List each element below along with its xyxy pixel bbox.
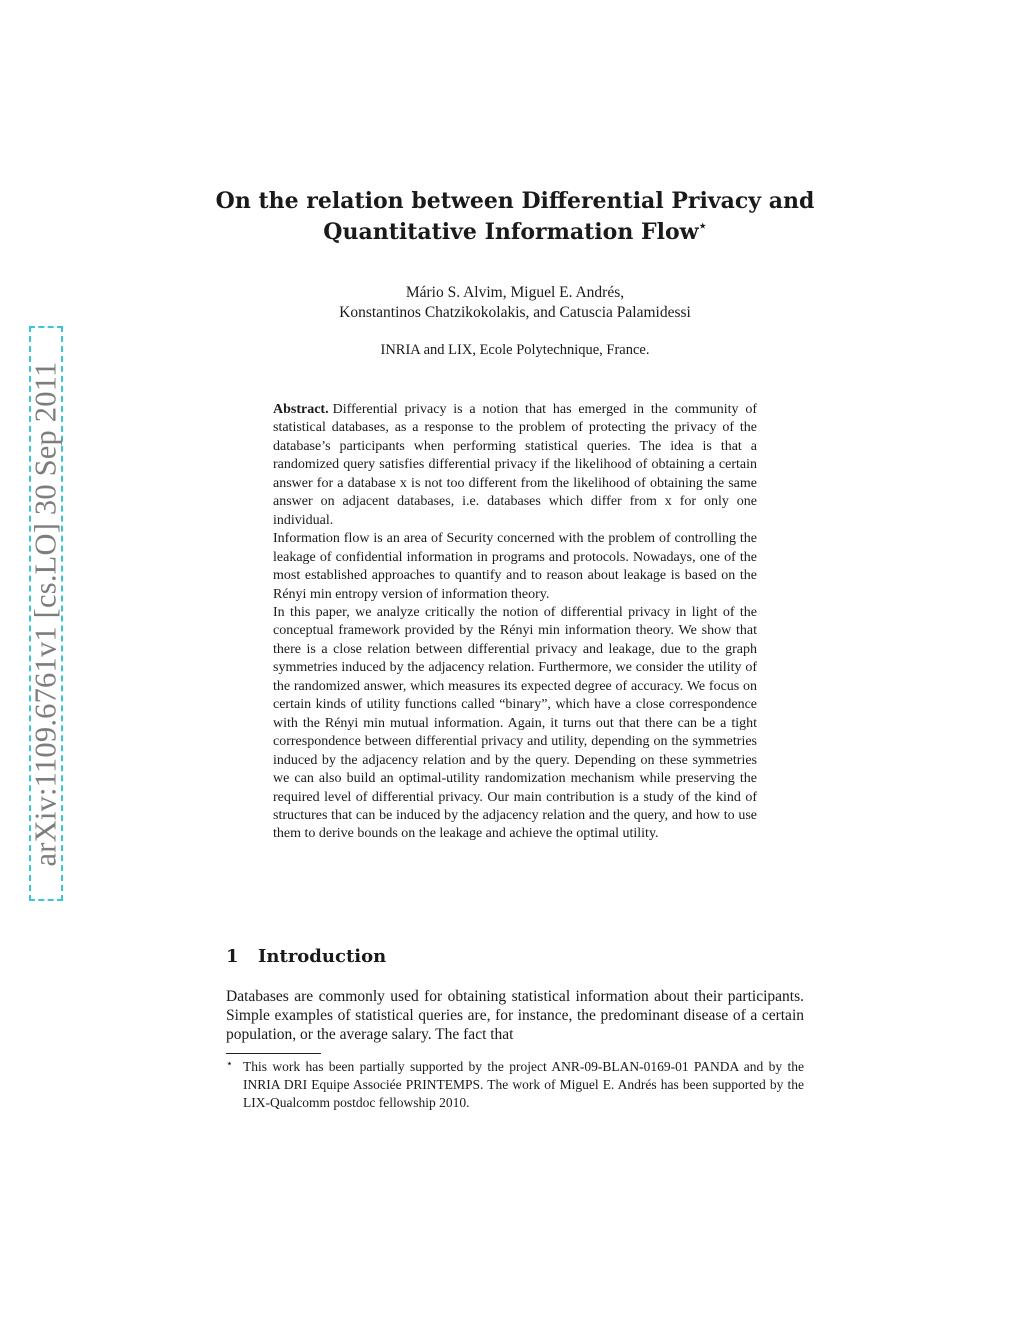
footnote: ⋆ This work has been partially supported by the project ANR-09-BLAN-0169-01 PANDA and by the INRIA DRI Equipe Associée PRINTEMPS. The work of Miguel E. Andrés has been supported by the LIX-Qualcomm postdoc fellowship 2010. xyxy=(226,1058,804,1110)
author-line-2: Konstantinos Chatzikokolakis, and Catuscia Palamidessi xyxy=(339,304,691,321)
paper-title-line-1: On the relation between Differential Privacy and xyxy=(215,188,815,214)
title-footnote-marker: ⋆ xyxy=(698,219,707,234)
abstract-paragraph-2: Information flow is an area of Security concerned with the problem of controlling the leakage of confidential information in programs and protocols. Nowadays, one of the most established approaches to quantify and to reason about leakage is based on the Rényi min entropy version of information theory. xyxy=(273,531,757,602)
author-list xyxy=(230,283,800,323)
paper-title-line-2 xyxy=(200,217,830,248)
section-title: Introduction xyxy=(258,946,387,967)
abstract-paragraph-3: In this paper, we analyze critically the notion of differential privacy in light of the conceptual framework provided by the Rényi min information theory. We show that there is a close relation between differential privacy and leakage, due to the graph symmetries induced by the adjacency relation. Furthermore, we consider the utility of the randomized answer, which measures its expected degree of accuracy. We focus on certain kinds of utility functions called “binary”, which have a close correspondence with the Rényi min mutual information. Again, it turns out that there can be a tight correspondence between differential privacy and utility, depending on the symmetries induced by the adjacency relation and by the query. Depending on these symmetries we can also build an optimal-utility randomization mechanism while preserving the required level of differential privacy. Our main contribution is a study of the kind of structures that can be induced by the adjacency relation and the query, and how to use them to derive bounds on the leakage and achieve the optimal utility. xyxy=(273,604,757,842)
abstract-label: Abstract. xyxy=(273,402,329,417)
paper-title-line-2-text: Quantitative Information Flow xyxy=(323,219,699,245)
abstract xyxy=(273,401,757,844)
author-affiliation: INRIA and LIX, Ecole Polytechnique, France. xyxy=(380,342,650,358)
footnote-divider xyxy=(226,1053,321,1054)
author-line-1: Mário S. Alvim, Miguel E. Andrés, xyxy=(405,284,625,301)
arxiv-identifier-stamp xyxy=(29,326,63,901)
arxiv-identifier-text: arXiv:1109.6761v1 [cs.LO] 30 Sep 2011 xyxy=(28,361,63,866)
introduction-paragraph: Databases are commonly used for obtaining statistical information about their participants. Simple examples of statistical queries are, for instance, the predominant disease of a certain population, or the average salary. The fact that xyxy=(226,988,804,1043)
footnote-text: This work has been partially supported by the project ANR-09-BLAN-0169-01 PANDA and by the INRIA DRI Equipe Associée PRINTEMPS. The work of Miguel E. Andrés has been supported by the LIX-Qualcomm postdoc fellowship 2010. xyxy=(243,1059,804,1110)
paper-title xyxy=(200,186,830,248)
section-heading-introduction xyxy=(226,945,386,969)
section-number: 1 xyxy=(226,946,239,967)
abstract-paragraph-1-text: Differential privacy is a notion that has emerged in the community of statistical databases, as a response to the problem of protecting the privacy of the database’s participants when performing statistical queries. The idea is that a randomized query satisfies differential privacy if the likelihood of obtaining a certain answer for a database x is not too different from the likelihood of obtaining the same answer on adjacent databases, i.e. databases which differ from x for only one individual. xyxy=(273,402,757,528)
abstract-paragraph-1 xyxy=(273,401,757,530)
